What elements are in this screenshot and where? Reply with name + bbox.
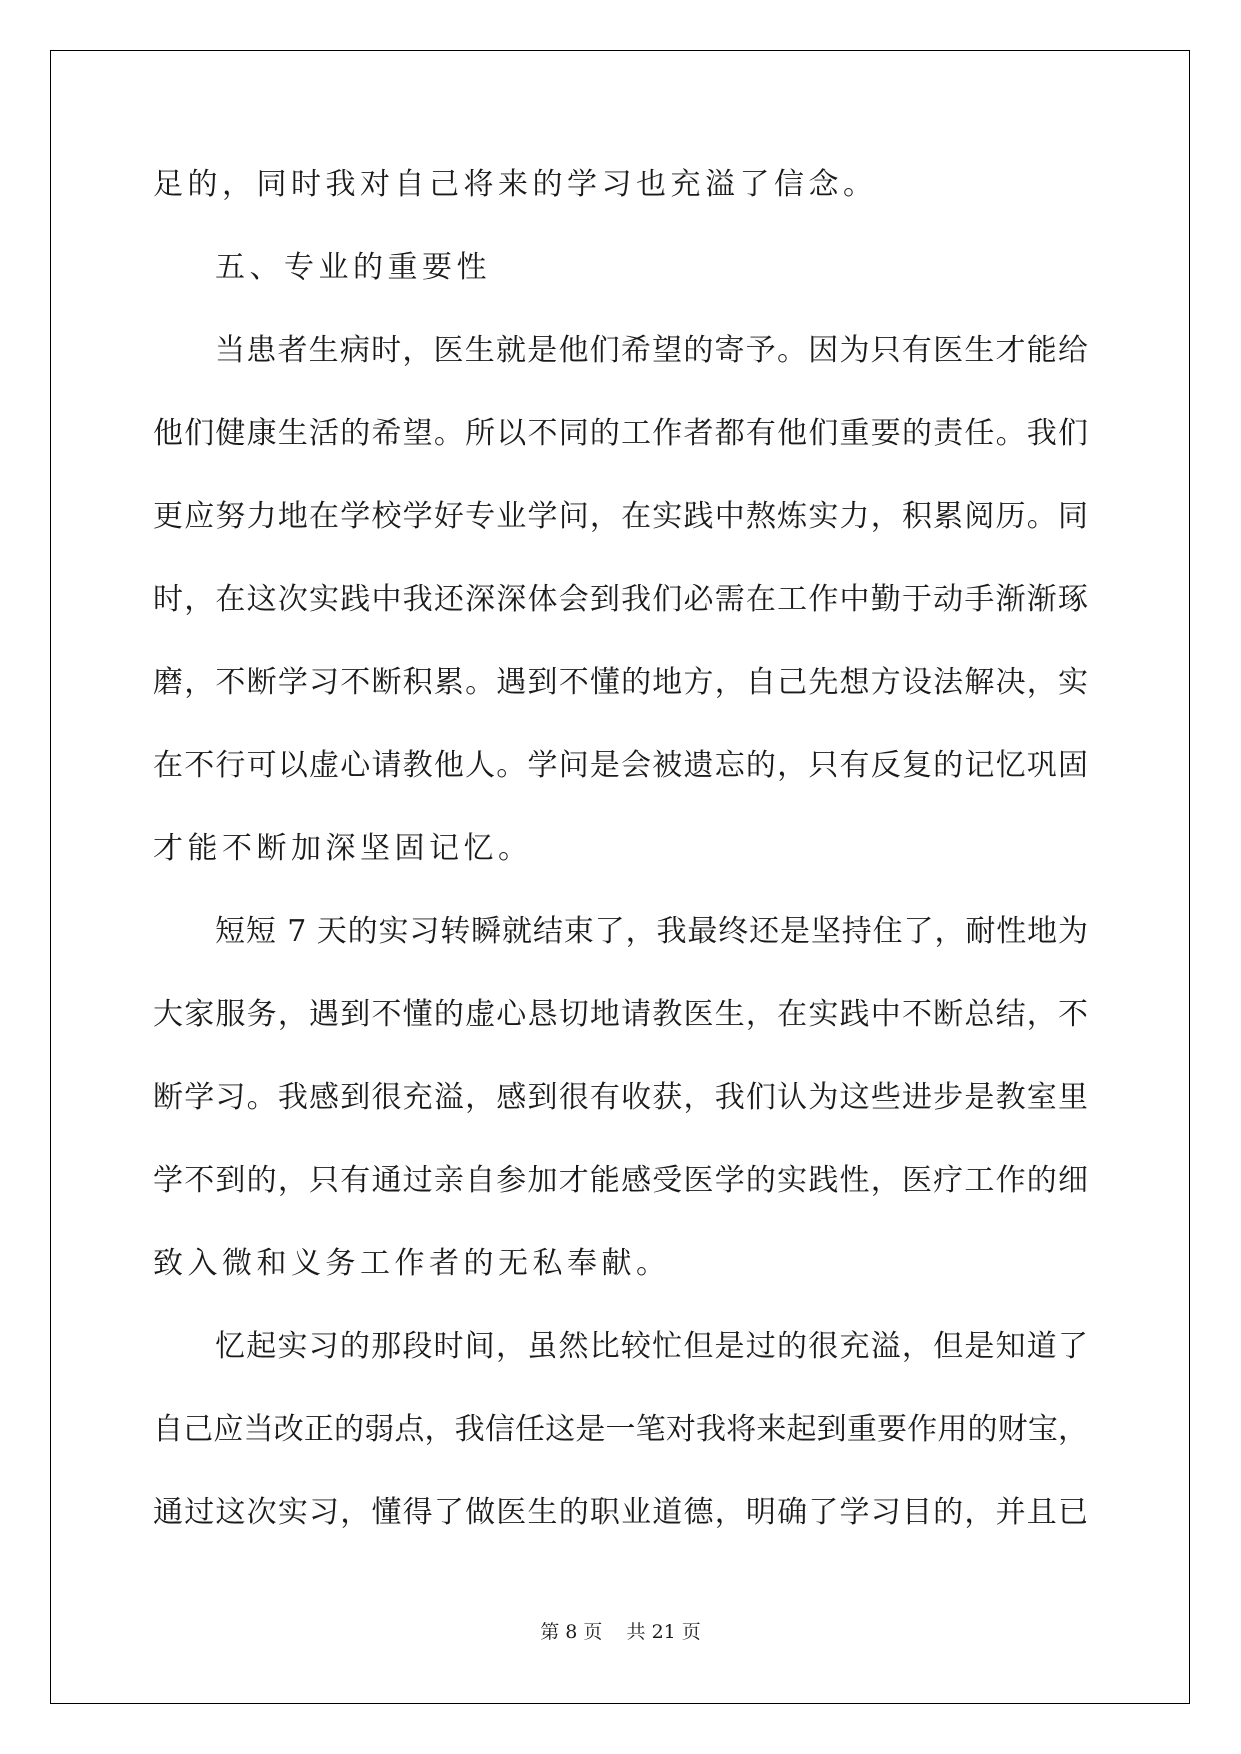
paragraph-line: 大家服务，遇到不懂的虚心恳切地请教医生，在实践中不断总结，不	[153, 997, 1088, 1032]
paragraph-line: 磨，不断学习不断积累。遇到不懂的地方，自己先想方设法解决，实	[153, 665, 1088, 700]
paragraph-line: 当患者生病时，医生就是他们希望的寄予。因为只有医生才能给	[215, 333, 1088, 368]
page-total: 共 21 页	[626, 1621, 701, 1643]
document-body	[153, 165, 1088, 1576]
paragraph-line: 自己应当改正的弱点，我信任这是一笔对我将来起到重要作用的财宝，	[153, 1412, 1088, 1447]
paragraph-line: 他们健康生活的希望。所以不同的工作者都有他们重要的责任。我们	[153, 416, 1088, 451]
page-footer	[0, 1620, 1241, 1644]
paragraph-line: 才能不断加深坚固记忆。	[153, 831, 533, 866]
paragraph-line: 忆起实习的那段时间，虽然比较忙但是过的很充溢，但是知道了	[215, 1329, 1088, 1364]
paragraph-line: 更应努力地在学校学好专业学问，在实践中熬炼实力，积累阅历。同	[153, 499, 1088, 534]
paragraph-line: 通过这次实习，懂得了做医生的职业道德，明确了学习目的，并且已	[153, 1495, 1088, 1530]
paragraph-line: 致入微和义务工作者的无私奉献。	[153, 1246, 671, 1281]
paragraph-line: 短短 7 天的实习转瞬就结束了，我最终还是坚持住了，耐性地为	[215, 914, 1088, 949]
section-heading: 五、专业的重要性	[215, 250, 491, 285]
page-number: 第 8 页	[540, 1621, 603, 1643]
paragraph-line: 足的，同时我对自己将来的学习也充溢了信念。	[153, 167, 878, 202]
paragraph-line: 在不行可以虚心请教他人。学问是会被遗忘的，只有反复的记忆巩固	[153, 748, 1088, 783]
paragraph-line: 时，在这次实践中我还深深体会到我们必需在工作中勤于动手渐渐琢	[153, 582, 1088, 617]
paragraph-line: 学不到的，只有通过亲自参加才能感受医学的实践性，医疗工作的细	[153, 1163, 1088, 1198]
paragraph-line: 断学习。我感到很充溢，感到很有收获，我们认为这些进步是教室里	[153, 1080, 1088, 1115]
